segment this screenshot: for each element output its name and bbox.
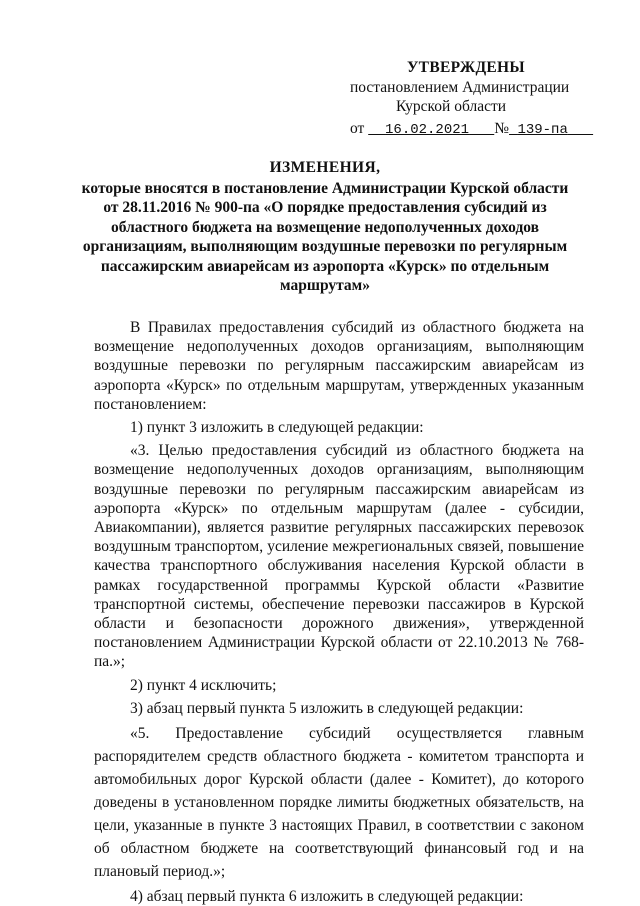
heading-subtitle: которые вносятся в постановление Администрации Курской области от 28.11.2016 № 900-па «О порядке предоставления субсидий из областного бюджета на возмещение недополученных доходов организациям, выполняющим воздушные перевозки по регулярным пассажирским авиарейсам из аэропорта «Курск» по отдельным маршрутам» <box>81 179 569 294</box>
paragraph-item-3: 3) абзац первый пункта 5 изложить в следующей редакции: <box>130 699 524 717</box>
approval-title: УТВЕРЖДЕНЫ <box>407 59 525 76</box>
document-body <box>94 318 584 906</box>
approval-stamp <box>350 58 590 140</box>
document-heading <box>80 158 570 296</box>
heading-title: ИЗМЕНЕНИЯ, <box>269 159 381 176</box>
approval-authority: постановлением Администрации <box>350 79 570 96</box>
paragraph-point-3: «3. Целью предоставления субсидий из областного бюджета на возмещение недополученных доходов организациям, выполняющим воздушные перевозки по регулярным пассажирским авиарейсам из аэропорта «Курск» по отдельным маршрутам (далее - субсидии, Авиакомпании), является развитие регулярных пассажирских перевозок воздушным транспортом, усиление межрегиональных связей, повышение качества транспортного обслуживания населения Курской области в рамках государственной программы Курской области «Развитие транспортной системы, обеспечение перевозки пассажиров в Курской области и безопасности дорожного движения», утвержденной постановлением Администрации Курской области от 22.10.2013 № 768-па.»; <box>94 442 584 671</box>
approval-date-row <box>350 119 590 140</box>
paragraph-item-2: 2) пункт 4 исключить; <box>130 676 277 694</box>
paragraph-item-1: 1) пункт 3 изложить в следующей редакции: <box>130 419 424 437</box>
approval-number-value: 139-па <box>517 122 568 138</box>
approval-date-prefix: от <box>350 120 365 137</box>
paragraph-intro: В Правилах предоставления субсидий из областного бюджета на возмещение недополученных доходов организациям, выполняющим воздушные перевозки по регулярным пассажирским авиарейсам из аэропорта «Курск» по отдельным маршрутам, утвержденных указанным постановлением: <box>94 319 584 413</box>
approval-region: Курской области <box>396 98 507 115</box>
approval-date-value: 16.02.2021 <box>385 122 470 138</box>
paragraph-item-4: 4) абзац первый пункта 6 изложить в следующей редакции: <box>130 888 524 906</box>
paragraph-point-5: «5. Предоставление субсидий осуществляется главным распорядителем средств областного бюджета - комитетом транспорта и автомобильных дорог Курской области (далее - Комитет), до которого доведены в установленном порядке лимиты бюджетных обязательств, на цели, указанные в пункте 3 настоящих Правил, в соответствии с законом об областном бюджете на соответствующий финансовый год и на плановый период.»; <box>94 725 584 881</box>
approval-number-prefix: № <box>494 120 510 137</box>
